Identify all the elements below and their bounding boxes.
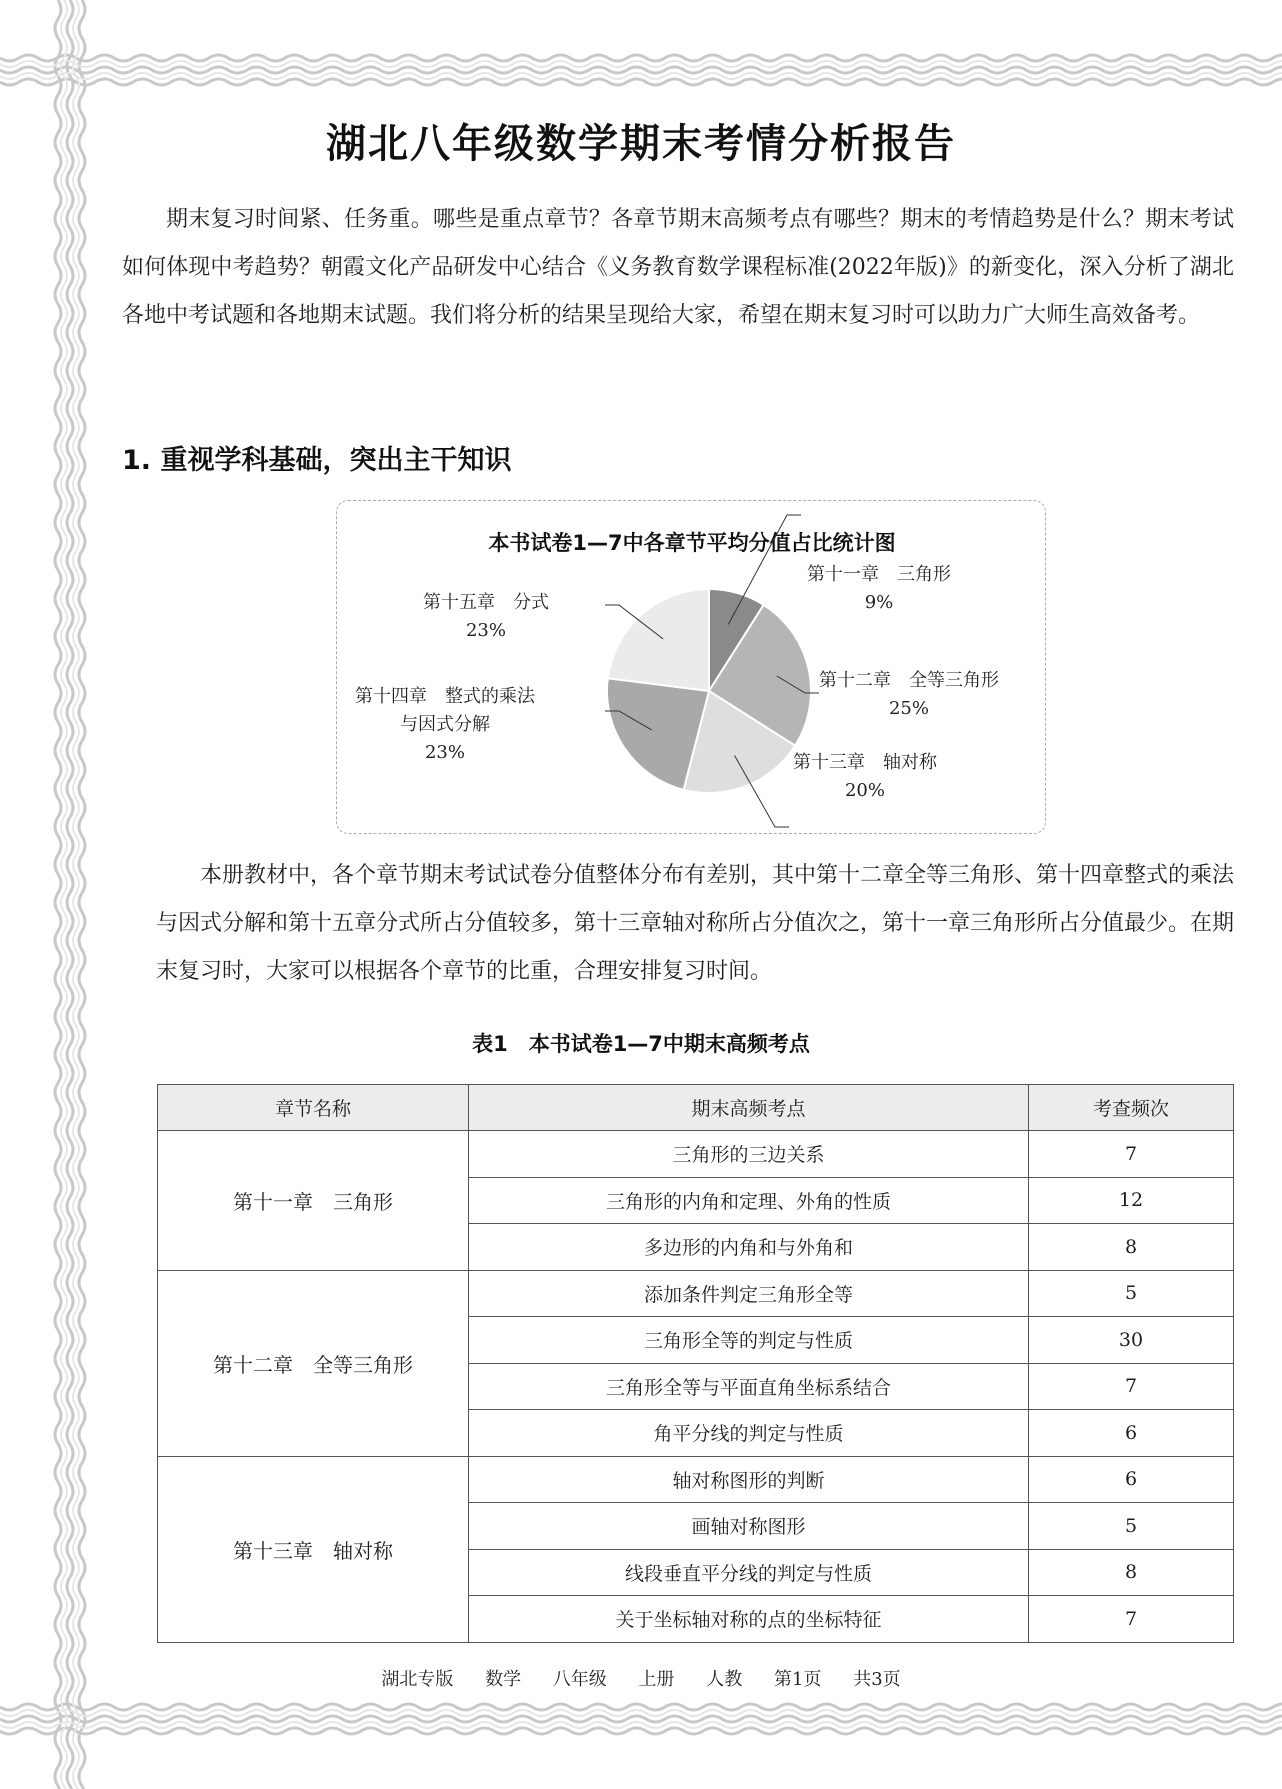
point-cell: 添加条件判定三角形全等 bbox=[469, 1270, 1029, 1317]
count-cell: 12 bbox=[1029, 1177, 1234, 1224]
count-cell: 7 bbox=[1029, 1131, 1234, 1178]
pie-label-ch13: 第十三章 轴对称 20% bbox=[793, 752, 937, 801]
point-cell: 画轴对称图形 bbox=[469, 1503, 1029, 1550]
footer-page: 第1页 bbox=[774, 1669, 822, 1690]
high-frequency-table bbox=[157, 1084, 1234, 1643]
page-title: 湖北八年级数学期末考情分析报告 bbox=[326, 121, 956, 167]
pie-label-ch11: 第十一章 三角形 9% bbox=[807, 564, 951, 613]
count-cell: 7 bbox=[1029, 1363, 1234, 1410]
point-cell: 多边形的内角和与外角和 bbox=[469, 1224, 1029, 1271]
point-cell: 轴对称图形的判断 bbox=[469, 1456, 1029, 1503]
pie-label-ch15: 第十五章 分式 23% bbox=[423, 592, 549, 641]
section-heading: 1. 重视学科基础，突出主干知识 bbox=[122, 445, 512, 476]
chapter-cell: 第十三章 轴对称 bbox=[158, 1456, 469, 1642]
intro-paragraph: 期末复习时间紧、任务重。哪些是重点章节？各章节期末高频考点有哪些？期末的考情趋势是什么？期末考试如何体现中考趋势？朝霞文化产品研发中心结合《义务教育数学课程标准(2022年版)》的新变化，深入分析了湖北各地中考试题和各地期末试题。我们将分析的结果呈现给大家，希望在期末复习时可以助力广大师生高效备考。 bbox=[122, 207, 1234, 328]
point-cell: 三角形全等与平面直角坐标系结合 bbox=[469, 1363, 1029, 1410]
chart-title: 本书试卷1—7中各章节平均分值占比统计图 bbox=[488, 531, 896, 555]
count-cell: 5 bbox=[1029, 1503, 1234, 1550]
footer-subject: 数学 bbox=[485, 1669, 522, 1690]
point-cell: 三角形的三边关系 bbox=[469, 1131, 1029, 1178]
table-row bbox=[158, 1456, 1234, 1503]
footer-publisher: 人教 bbox=[706, 1669, 743, 1690]
point-cell: 关于坐标轴对称的点的坐标特征 bbox=[469, 1596, 1029, 1643]
footer-edition: 湖北专版 bbox=[381, 1669, 454, 1690]
count-cell: 6 bbox=[1029, 1456, 1234, 1503]
footer-volume: 上册 bbox=[638, 1669, 675, 1690]
header-count: 考查频次 bbox=[1029, 1085, 1234, 1131]
pie-chart-panel bbox=[336, 500, 1046, 834]
pie-slice bbox=[608, 589, 709, 691]
point-cell: 三角形的内角和定理、外角的性质 bbox=[469, 1177, 1029, 1224]
pie-label-ch12: 第十二章 全等三角形 25% bbox=[819, 670, 999, 719]
point-cell: 线段垂直平分线的判定与性质 bbox=[469, 1549, 1029, 1596]
analysis-paragraph: 本册教材中，各个章节期末考试试卷分值整体分布有差别，其中第十二章全等三角形、第十四章整式的乘法与因式分解和第十五章分式所占分值较多，第十三章轴对称所占分值次之，第十一章三角形所占分值最少。在期末复习时，大家可以根据各个章节的比重，合理安排复习时间。 bbox=[156, 863, 1235, 984]
header-point: 期末高频考点 bbox=[469, 1085, 1029, 1131]
table-row bbox=[158, 1131, 1234, 1178]
footer-total: 共3页 bbox=[853, 1669, 901, 1690]
pie-label-ch14: 第十四章 整式的乘法 与因式分解 23% bbox=[355, 686, 535, 763]
count-cell: 30 bbox=[1029, 1317, 1234, 1364]
count-cell: 6 bbox=[1029, 1410, 1234, 1457]
table-row bbox=[158, 1270, 1234, 1317]
table-caption: 表1 本书试卷1—7中期末高频考点 bbox=[472, 1032, 810, 1056]
table-header-row bbox=[158, 1085, 1234, 1131]
point-cell: 三角形全等的判定与性质 bbox=[469, 1317, 1029, 1364]
count-cell: 8 bbox=[1029, 1224, 1234, 1271]
chapter-cell: 第十二章 全等三角形 bbox=[158, 1270, 469, 1456]
page-footer bbox=[0, 1665, 1282, 1691]
footer-grade: 八年级 bbox=[552, 1669, 607, 1690]
count-cell: 8 bbox=[1029, 1549, 1234, 1596]
header-chapter: 章节名称 bbox=[158, 1085, 469, 1131]
count-cell: 5 bbox=[1029, 1270, 1234, 1317]
point-cell: 角平分线的判定与性质 bbox=[469, 1410, 1029, 1457]
count-cell: 7 bbox=[1029, 1596, 1234, 1643]
chapter-cell: 第十一章 三角形 bbox=[158, 1131, 469, 1271]
